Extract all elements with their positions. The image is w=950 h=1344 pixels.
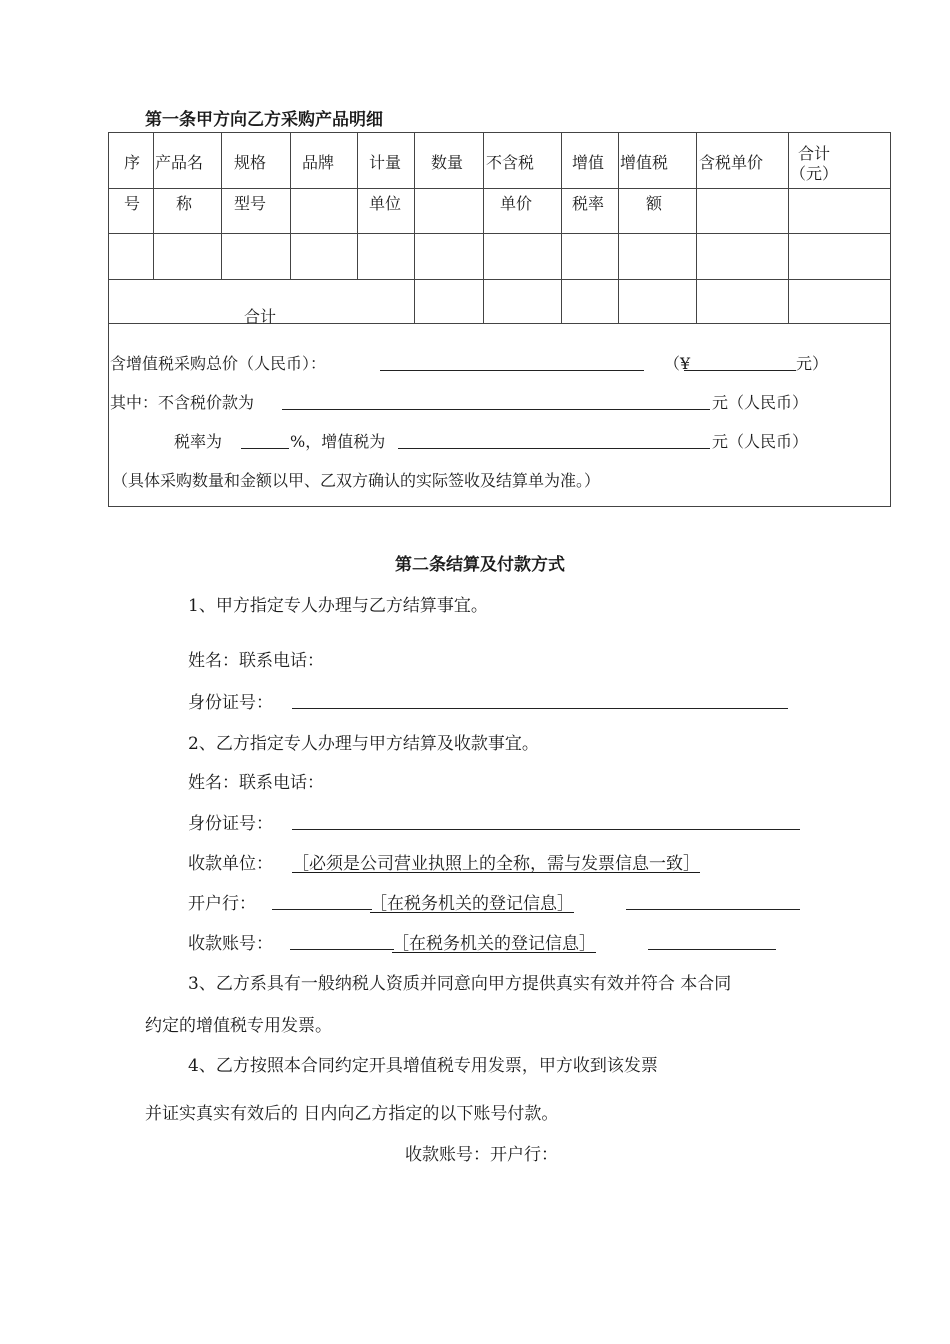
price-ex-tax-suffix: 元（人民币） (712, 393, 809, 412)
table-col-rule (290, 132, 291, 279)
table-col-rule (221, 132, 222, 279)
header-vat-rate-2: 税率 (572, 194, 605, 213)
party-a-id-label: 身份证号： (188, 693, 273, 713)
total-price-yen-open: （¥ (664, 354, 691, 373)
total-price-label: 含增值税采购总价（人民币）： (110, 354, 327, 373)
table-col-rule (357, 132, 358, 279)
header-brand: 品牌 (302, 153, 335, 172)
header-vat-rate: 增值 (572, 153, 605, 172)
payee-label: 收款单位： (188, 854, 273, 874)
section1-title: 第一条甲方向乙方采购产品明细 (145, 110, 383, 130)
party-a-id-field[interactable] (292, 708, 788, 709)
table-rule (108, 279, 890, 280)
bank-field-right[interactable] (626, 909, 800, 910)
table-col-rule (561, 132, 562, 323)
header-product-name: 产品名 (155, 153, 204, 172)
price-ex-tax-label: 其中：不含税价款为 (110, 393, 255, 412)
vat-amount-blank[interactable] (398, 448, 710, 449)
account-value: ［在税务机关的登记信息］ (392, 934, 596, 954)
party-a-name-phone: 姓名：联系电话： (188, 651, 324, 671)
item-3-line2: 约定的增值税专用发票。 (145, 1016, 332, 1036)
total-price-yen-blank[interactable] (684, 370, 796, 371)
vat-amount-suffix: 元（人民币） (712, 432, 809, 451)
table-col-rule (414, 132, 415, 323)
header-unit-price-inc-tax: 含税单价 (699, 153, 764, 172)
table-rule (108, 323, 890, 324)
header-quantity: 数量 (431, 153, 464, 172)
header-total: 合计 (798, 144, 831, 163)
item-4-line1: 4、乙方按照本合同约定开具增值税专用发票，甲方收到该发票 (188, 1056, 658, 1076)
account-bank-line: 收款账号：开户行： (405, 1145, 558, 1165)
header-vat-amount: 增值税 (620, 153, 669, 172)
header-spec: 规格 (234, 153, 267, 172)
header-vat-amount-2: 额 (646, 194, 663, 213)
header-unit-price-ex-tax: 不含税 (486, 153, 535, 172)
table-col-rule (153, 132, 154, 279)
party-b-id-label: 身份证号： (188, 814, 273, 834)
price-ex-tax-blank[interactable] (282, 409, 710, 410)
party-b-name-phone: 姓名：联系电话： (188, 773, 324, 793)
total-row-label: 合计 (244, 307, 277, 326)
bank-value: ［在税务机关的登记信息］ (370, 894, 574, 914)
header-unit-price-ex-tax-2: 单价 (500, 194, 533, 213)
table-col-rule (618, 132, 619, 323)
table-col-rule (696, 132, 697, 323)
payee-value: ［必须是公司营业执照上的全称，需与发票信息一致］ (292, 854, 700, 874)
total-price-blank[interactable] (380, 370, 644, 371)
party-b-id-field[interactable] (292, 829, 800, 830)
table-col-rule (788, 132, 789, 323)
header-index: 序 (124, 153, 141, 172)
vat-amount-label: %，增值税为 (290, 432, 386, 451)
section2-title: 第二条结算及付款方式 (395, 555, 565, 575)
header-spec-2: 型号 (234, 194, 267, 213)
item-1: 1、甲方指定专人办理与乙方结算事宜。 (188, 596, 488, 616)
total-price-yen-close: 元） (796, 354, 829, 373)
header-unit: 计量 (369, 153, 402, 172)
account-label: 收款账号： (188, 934, 273, 954)
table-col-rule (483, 132, 484, 323)
account-field-left[interactable] (290, 949, 394, 950)
tax-rate-blank[interactable] (241, 448, 289, 449)
tax-rate-label: 税率为 (174, 432, 223, 451)
bank-field-left[interactable] (272, 909, 372, 910)
table-rule (108, 233, 890, 234)
header-unit-2: 单位 (369, 194, 402, 213)
item-3-line1: 3、乙方系具有一般纳税人资质并同意向甲方提供真实有效并符合 本合同 (188, 974, 732, 994)
account-field-right[interactable] (648, 949, 776, 950)
summary-note: （具体采购数量和金额以甲、乙双方确认的实际签收及结算单为准。） (112, 471, 601, 490)
table-rule (108, 188, 890, 189)
header-product-name-2: 称 (176, 194, 193, 213)
item-2: 2、乙方指定专人办理与甲方结算及收款事宜。 (188, 734, 539, 754)
header-index-2: 号 (124, 194, 141, 213)
header-total-unit: （元） (790, 164, 839, 183)
item-4-line2: 并证实真实有效后的 日内向乙方指定的以下账号付款。 (145, 1104, 559, 1124)
bank-label: 开户行： (188, 894, 256, 914)
